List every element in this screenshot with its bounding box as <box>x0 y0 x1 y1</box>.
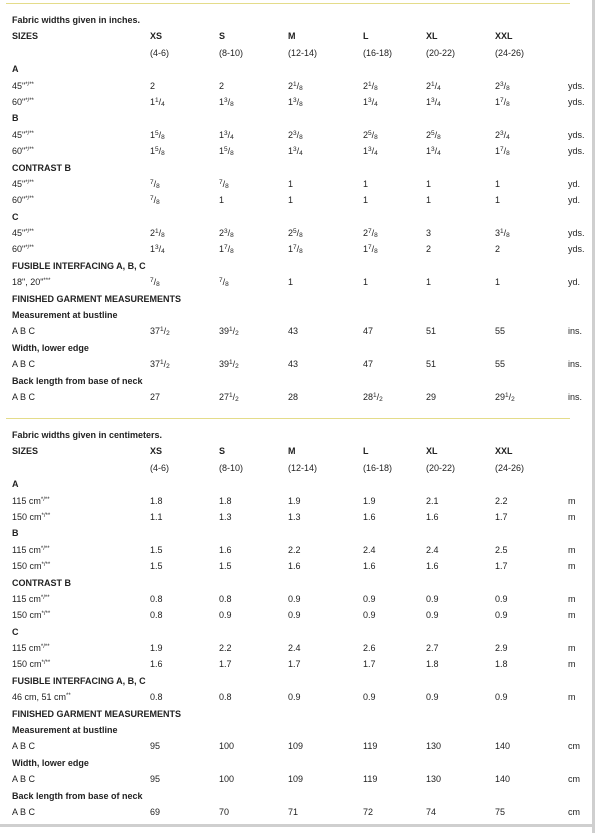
section-header: C <box>12 626 19 637</box>
cell-value: 1 <box>495 195 501 206</box>
cell-value: 109 <box>288 741 304 752</box>
cell-value: 0.9 <box>363 610 376 621</box>
cell-value: 1.6 <box>219 544 232 555</box>
section-header: FINISHED GARMENT MEASUREMENTS <box>12 293 182 304</box>
row-label: A B C <box>12 741 36 752</box>
cell-value: $1^7/_8$ <box>363 244 378 256</box>
cell-value: 1 <box>363 178 369 189</box>
row-label: 46 cm, 51 cm** <box>12 692 71 703</box>
table-row <box>0 542 590 558</box>
row-label: 115 cm*/** <box>12 544 50 555</box>
section-header: Width, lower edge <box>12 342 89 353</box>
section-header: Width, lower edge <box>12 757 89 768</box>
unit-label: cm <box>568 806 580 817</box>
cell-value: 2.5 <box>495 544 508 555</box>
cell-value: 75 <box>495 806 506 817</box>
cell-value: 0.9 <box>426 692 439 703</box>
cell-value: 1.6 <box>363 561 376 572</box>
cell-value: $1^7/_8$ <box>495 146 510 158</box>
row-label: A B C <box>12 359 36 370</box>
section-header: FUSIBLE INTERFACING A, B, C <box>12 675 146 686</box>
cell-value: $^7/_8$ <box>150 178 160 190</box>
cell-value: $37^1/_2$ <box>150 326 170 338</box>
section-header-row <box>0 575 590 591</box>
size-name: S <box>219 446 226 457</box>
cell-value: $3^1/_8$ <box>495 228 510 240</box>
cell-value: 2.2 <box>495 495 508 506</box>
unit-label: yds. <box>568 129 585 140</box>
unit-label: yd. <box>568 195 581 206</box>
cell-value: 51 <box>426 326 437 337</box>
cell-value: 1.6 <box>426 511 439 522</box>
section-header-row <box>0 110 590 126</box>
cell-value: 0.8 <box>150 692 163 703</box>
row-label: 115 cm*/** <box>12 495 50 506</box>
cell-value: 0.8 <box>150 610 163 621</box>
cell-value: 43 <box>288 326 299 337</box>
cell-value: $2^3/_4$ <box>495 129 510 141</box>
size-range: (24-26) <box>495 47 525 58</box>
cell-value: $1^5/_8$ <box>150 146 165 158</box>
sizes-row <box>0 443 590 459</box>
cell-value: 1.7 <box>495 561 508 572</box>
cell-value: $1^3/_4$ <box>426 146 441 158</box>
unit-label: m <box>568 659 576 670</box>
cell-value: 74 <box>426 806 437 817</box>
cell-value: 2 <box>426 244 432 255</box>
cell-value: $1^3/_4$ <box>150 244 165 256</box>
cell-value: 2.4 <box>288 643 301 654</box>
section-header: Measurement at bustline <box>12 725 118 736</box>
section-header: B <box>12 113 19 124</box>
section-header-row <box>0 209 590 225</box>
cell-value: 2.1 <box>426 495 439 506</box>
cell-value: $1^3/_4$ <box>363 146 378 158</box>
cell-value: 130 <box>426 741 442 752</box>
cell-value: 1.8 <box>495 659 508 670</box>
sizes-row <box>0 28 590 44</box>
section-header-row <box>0 258 590 274</box>
cell-value: 0.9 <box>363 593 376 604</box>
section-header: CONTRAST B <box>12 162 71 173</box>
section-header-row <box>0 307 590 323</box>
cell-value: 0.9 <box>363 692 376 703</box>
size-range: (12-14) <box>288 462 318 473</box>
cell-value: 140 <box>495 741 511 752</box>
unit-label: ins. <box>568 359 583 370</box>
cell-value: 1.5 <box>219 561 232 572</box>
cell-value: 51 <box>426 359 437 370</box>
cell-value: $39^1/_2$ <box>219 326 239 338</box>
table-row <box>0 493 590 509</box>
size-name: M <box>288 446 296 457</box>
cell-value: 119 <box>363 741 378 752</box>
cell-value: $1^5/_8$ <box>219 146 234 158</box>
cell-value: 1.9 <box>150 643 163 654</box>
cell-value: 28 <box>288 391 299 402</box>
cell-value: 47 <box>363 359 374 370</box>
size-name: XXL <box>495 31 513 42</box>
cell-value: $2^5/_8$ <box>363 129 378 141</box>
cell-value: 1.5 <box>150 544 163 555</box>
cell-value: 2.7 <box>426 643 439 654</box>
cell-value: 1.6 <box>426 561 439 572</box>
cell-value: $1^3/_4$ <box>363 96 378 108</box>
ranges-row <box>0 45 590 61</box>
cell-value: 0.9 <box>495 610 508 621</box>
cell-value: $1^3/_4$ <box>219 129 234 141</box>
cell-value: $2^3/_8$ <box>219 228 234 240</box>
size-name: XL <box>426 31 438 42</box>
table-row <box>0 323 590 339</box>
yardage-table-centimeters <box>0 427 590 820</box>
table-row <box>0 356 590 372</box>
unit-label: yds. <box>568 96 585 107</box>
unit-label: yds. <box>568 244 585 255</box>
table-row <box>0 192 590 208</box>
cell-value: 0.9 <box>495 593 508 604</box>
cell-value: 1 <box>219 195 225 206</box>
cell-value: 1 <box>426 178 432 189</box>
section-header-row <box>0 788 590 804</box>
size-range: (20-22) <box>426 47 456 58</box>
size-range: (4-6) <box>150 47 170 58</box>
table-row <box>0 94 590 110</box>
intro-row <box>0 427 590 443</box>
yardage-rows <box>0 61 590 405</box>
row-label: 45"*/** <box>12 80 34 91</box>
cell-value: 1.9 <box>363 495 376 506</box>
row-label: 45"*/** <box>12 178 34 189</box>
cell-value: 2 <box>219 80 225 91</box>
middle-separator <box>6 418 570 419</box>
cell-value: 29 <box>426 391 437 402</box>
cell-value: 140 <box>495 774 511 785</box>
row-label: 150 cm*/** <box>12 610 51 621</box>
cell-value: 0.8 <box>219 593 232 604</box>
cell-value: $27^1/_2$ <box>219 391 239 403</box>
cell-value: 0.9 <box>219 610 232 621</box>
cell-value: 2.2 <box>288 544 301 555</box>
table-row <box>0 143 590 159</box>
cell-value: 72 <box>363 806 374 817</box>
sizes-label: SIZES <box>12 31 39 42</box>
size-name: L <box>363 446 369 457</box>
cell-value: 2.6 <box>363 643 376 654</box>
section-header-row <box>0 160 590 176</box>
table-row <box>0 558 590 574</box>
size-range: (24-26) <box>495 462 525 473</box>
cell-value: 1.8 <box>426 659 439 670</box>
cell-value: 3 <box>426 228 432 239</box>
cell-value: 119 <box>363 774 378 785</box>
section-header: C <box>12 211 19 222</box>
row-label: 150 cm*/** <box>12 511 51 522</box>
size-name: M <box>288 31 296 42</box>
row-label: 115 cm*/** <box>12 643 50 654</box>
cell-value: $1^3/_4$ <box>288 146 303 158</box>
row-label: 60"*/** <box>12 244 34 255</box>
cell-value: 2.4 <box>426 544 439 555</box>
cell-value: 0.9 <box>288 593 301 604</box>
cell-value: 1 <box>363 277 369 288</box>
row-label: 150 cm*/** <box>12 561 51 572</box>
top-separator <box>6 3 570 4</box>
cell-value: $2^1/_8$ <box>288 80 303 92</box>
size-name: L <box>363 31 369 42</box>
cell-value: 130 <box>426 774 442 785</box>
cell-value: 70 <box>219 806 230 817</box>
cell-value: $2^1/_8$ <box>363 80 378 92</box>
table-row <box>0 78 590 94</box>
table-row <box>0 804 590 820</box>
unit-label: yds. <box>568 80 585 91</box>
section-header: A <box>12 479 19 490</box>
cell-value: 43 <box>288 359 299 370</box>
cell-value: 1 <box>288 277 294 288</box>
cell-value: 1.6 <box>288 561 301 572</box>
cell-value: 2 <box>150 80 156 91</box>
unit-label: m <box>568 544 576 555</box>
section-header: Back length from base of neck <box>12 375 143 386</box>
cell-value: 1.6 <box>150 659 163 670</box>
cell-value: 0.9 <box>495 692 508 703</box>
cell-value: $37^1/_2$ <box>150 359 170 371</box>
cell-value: 27 <box>150 391 161 402</box>
cell-value: 1 <box>288 178 294 189</box>
section-header-row <box>0 476 590 492</box>
cell-value: 1.7 <box>363 659 376 670</box>
row-label: 45"*/** <box>12 228 34 239</box>
cell-value: 1 <box>426 195 432 206</box>
table-row <box>0 225 590 241</box>
section-header: A <box>12 64 19 75</box>
unit-label: m <box>568 692 576 703</box>
cell-value: $28^1/_2$ <box>363 391 383 403</box>
cell-value: 0.9 <box>426 593 439 604</box>
cell-value: 71 <box>288 806 299 817</box>
cell-value: $29^1/_2$ <box>495 391 515 403</box>
section-header: FINISHED GARMENT MEASUREMENTS <box>12 708 182 719</box>
cell-value: 100 <box>219 774 235 785</box>
cell-value: 1 <box>495 178 501 189</box>
table-row <box>0 274 590 290</box>
yardage-table-inches <box>0 12 590 405</box>
cell-value: $1^1/_4$ <box>150 96 165 108</box>
cell-value: $39^1/_2$ <box>219 359 239 371</box>
section-header-row <box>0 525 590 541</box>
unit-label: cm <box>568 741 580 752</box>
section-header: B <box>12 528 19 539</box>
cell-value: 1 <box>288 195 294 206</box>
section-header-row <box>0 706 590 722</box>
cell-value: 109 <box>288 774 304 785</box>
section-header: Measurement at bustline <box>12 310 118 321</box>
cell-value: 1.1 <box>150 511 163 522</box>
cell-value: 0.9 <box>288 610 301 621</box>
cell-value: 1.8 <box>150 495 163 506</box>
cell-value: $1^3/_4$ <box>426 96 441 108</box>
cell-value: 2.2 <box>219 643 232 654</box>
cell-value: $1^7/_8$ <box>288 244 303 256</box>
row-label: A B C <box>12 326 36 337</box>
cell-value: 55 <box>495 326 506 337</box>
row-label: A B C <box>12 774 36 785</box>
row-label: 150 cm*/** <box>12 659 51 670</box>
table-row <box>0 771 590 787</box>
row-label: A B C <box>12 806 36 817</box>
table-row <box>0 591 590 607</box>
unit-label: m <box>568 561 576 572</box>
cell-value: 1.9 <box>288 495 301 506</box>
cell-value: $1^7/_8$ <box>219 244 234 256</box>
unit-label: m <box>568 593 576 604</box>
cell-value: 1.8 <box>219 495 232 506</box>
cell-value: 69 <box>150 806 161 817</box>
row-label: A B C <box>12 391 36 402</box>
unit-label: ins. <box>568 391 583 402</box>
intro-text: Fabric widths given in centimeters. <box>12 430 163 440</box>
cell-value: 1.5 <box>150 561 163 572</box>
table-row <box>0 738 590 754</box>
section-header-row <box>0 373 590 389</box>
cell-value: 1 <box>363 195 369 206</box>
unit-label: m <box>568 495 576 506</box>
cell-value: 47 <box>363 326 374 337</box>
cell-value: $1^7/_8$ <box>495 96 510 108</box>
cell-value: $2^3/_8$ <box>495 80 510 92</box>
section-header: FUSIBLE INTERFACING A, B, C <box>12 260 146 271</box>
size-range: (8-10) <box>219 462 244 473</box>
row-label: 115 cm*/** <box>12 593 50 604</box>
cell-value: $2^1/_8$ <box>150 228 165 240</box>
section-header-row <box>0 61 590 77</box>
metric-rows <box>0 476 590 820</box>
cell-value: 1.7 <box>288 659 301 670</box>
cell-value: $2^1/_4$ <box>426 80 441 92</box>
unit-label: yds. <box>568 146 585 157</box>
cell-value: 0.8 <box>219 692 232 703</box>
table-row <box>0 607 590 623</box>
unit-label: yd. <box>568 277 581 288</box>
section-header-row <box>0 722 590 738</box>
row-label: 45"*/** <box>12 129 34 140</box>
size-range: (16-18) <box>363 462 393 473</box>
cell-value: 0.8 <box>150 593 163 604</box>
table-row <box>0 389 590 405</box>
unit-label: m <box>568 643 576 654</box>
row-label: 60"*/** <box>12 146 34 157</box>
unit-label: cm <box>568 774 580 785</box>
table-row <box>0 127 590 143</box>
table-row <box>0 640 590 656</box>
cell-value: 1.6 <box>363 511 376 522</box>
cell-value: $2^5/_8$ <box>426 129 441 141</box>
cell-value: 2 <box>495 244 501 255</box>
cell-value: 0.9 <box>288 692 301 703</box>
size-name: XL <box>426 446 438 457</box>
section-header-row <box>0 755 590 771</box>
size-name: XXL <box>495 446 513 457</box>
section-header-row <box>0 624 590 640</box>
intro-text: Fabric widths given in inches. <box>12 15 141 25</box>
page-frame-right <box>592 0 595 833</box>
cell-value: $2^3/_8$ <box>288 129 303 141</box>
cell-value: $2^7/_8$ <box>363 228 378 240</box>
cell-value: 1.7 <box>495 511 508 522</box>
page-frame-bottom <box>0 824 595 827</box>
sizes-label: SIZES <box>12 446 39 457</box>
cell-value: 95 <box>150 741 161 752</box>
ranges-row <box>0 460 590 476</box>
table-row <box>0 509 590 525</box>
row-label: 18", 20"*** <box>12 277 51 288</box>
size-range: (16-18) <box>363 47 393 58</box>
table-row <box>0 241 590 257</box>
cell-value: 1 <box>495 277 501 288</box>
table-row <box>0 689 590 705</box>
cell-value: 55 <box>495 359 506 370</box>
table-row <box>0 656 590 672</box>
cell-value: 1.3 <box>219 511 232 522</box>
size-range: (20-22) <box>426 462 456 473</box>
table-row <box>0 176 590 192</box>
cell-value: $^7/_8$ <box>219 178 229 190</box>
cell-value: $1^3/_8$ <box>288 96 303 108</box>
row-label: 60"*/** <box>12 96 34 107</box>
section-header: CONTRAST B <box>12 577 71 588</box>
section-header: Back length from base of neck <box>12 790 143 801</box>
cell-value: 95 <box>150 774 161 785</box>
cell-value: 2.9 <box>495 643 508 654</box>
cell-value: 100 <box>219 741 235 752</box>
cell-value: 0.9 <box>426 610 439 621</box>
size-name: S <box>219 31 226 42</box>
cell-value: $2^5/_8$ <box>288 228 303 240</box>
intro-row <box>0 12 590 28</box>
cell-value: $^7/_8$ <box>150 277 160 289</box>
size-range: (12-14) <box>288 47 318 58</box>
cell-value: $^7/_8$ <box>150 195 160 207</box>
row-label: 60"*/** <box>12 195 34 206</box>
unit-label: m <box>568 610 576 621</box>
size-name: XS <box>150 31 163 42</box>
section-header-row <box>0 340 590 356</box>
section-header-row <box>0 673 590 689</box>
cell-value: $1^5/_8$ <box>150 129 165 141</box>
unit-label: m <box>568 511 576 522</box>
cell-value: $^7/_8$ <box>219 277 229 289</box>
cell-value: $1^3/_8$ <box>219 96 234 108</box>
cell-value: 2.4 <box>363 544 376 555</box>
cell-value: 1.3 <box>288 511 301 522</box>
unit-label: ins. <box>568 326 583 337</box>
section-header-row <box>0 291 590 307</box>
cell-value: 1 <box>426 277 432 288</box>
unit-label: yd. <box>568 178 581 189</box>
cell-value: 1.7 <box>219 659 232 670</box>
unit-label: yds. <box>568 228 585 239</box>
size-range: (4-6) <box>150 462 170 473</box>
size-range: (8-10) <box>219 47 244 58</box>
size-name: XS <box>150 446 163 457</box>
